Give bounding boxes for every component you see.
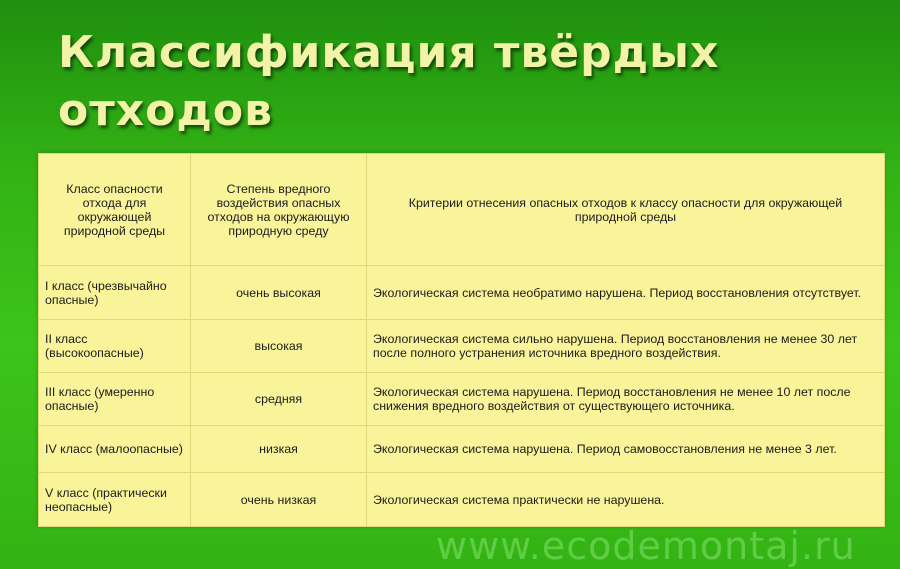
table-header-row	[39, 154, 885, 266]
table-row	[39, 266, 885, 320]
hazard-class-table-container	[38, 153, 884, 526]
cell-class: III класс (умеренно опасные)	[39, 373, 191, 426]
page-title: Классификация твёрдых отходов	[58, 27, 720, 136]
table-row	[39, 426, 885, 473]
cell-class: IV класс (малоопасные)	[39, 426, 191, 473]
cell-criteria: Экологическая система необратимо нарушена. Период восстановления отсутствует.	[367, 266, 885, 320]
cell-criteria: Экологическая система нарушена. Период самовосстановления не менее 3 лет.	[367, 426, 885, 473]
cell-criteria: Экологическая система нарушена. Период восстановления не менее 10 лет после снижения вредного воздействия от существующего источника.	[367, 373, 885, 426]
header-impact-degree: Степень вредного воздействия опасных отходов на окружающую природную среду	[191, 154, 367, 266]
table-row	[39, 473, 885, 527]
header-criteria: Критерии отнесения опасных отходов к классу опасности для окружающей природной среды	[367, 154, 885, 266]
table-row	[39, 373, 885, 426]
cell-degree: очень низкая	[191, 473, 367, 527]
cell-degree: очень высокая	[191, 266, 367, 320]
cell-degree: низкая	[191, 426, 367, 473]
cell-class: V класс (практически неопасные)	[39, 473, 191, 527]
cell-criteria: Экологическая система практически не нарушена.	[367, 473, 885, 527]
watermark: www.ecodemontaj.ru	[436, 524, 856, 568]
cell-class: I класс (чрезвычайно опасные)	[39, 266, 191, 320]
hazard-class-table	[38, 153, 885, 527]
header-hazard-class: Класс опасности отхода для окружающей природной среды	[39, 154, 191, 266]
cell-degree: средняя	[191, 373, 367, 426]
cell-criteria: Экологическая система сильно нарушена. Период восстановления не менее 30 лет после полного устранения источника вредного воздействия.	[367, 320, 885, 373]
table-row	[39, 320, 885, 373]
cell-class: II класс (высокоопасные)	[39, 320, 191, 373]
cell-degree: высокая	[191, 320, 367, 373]
